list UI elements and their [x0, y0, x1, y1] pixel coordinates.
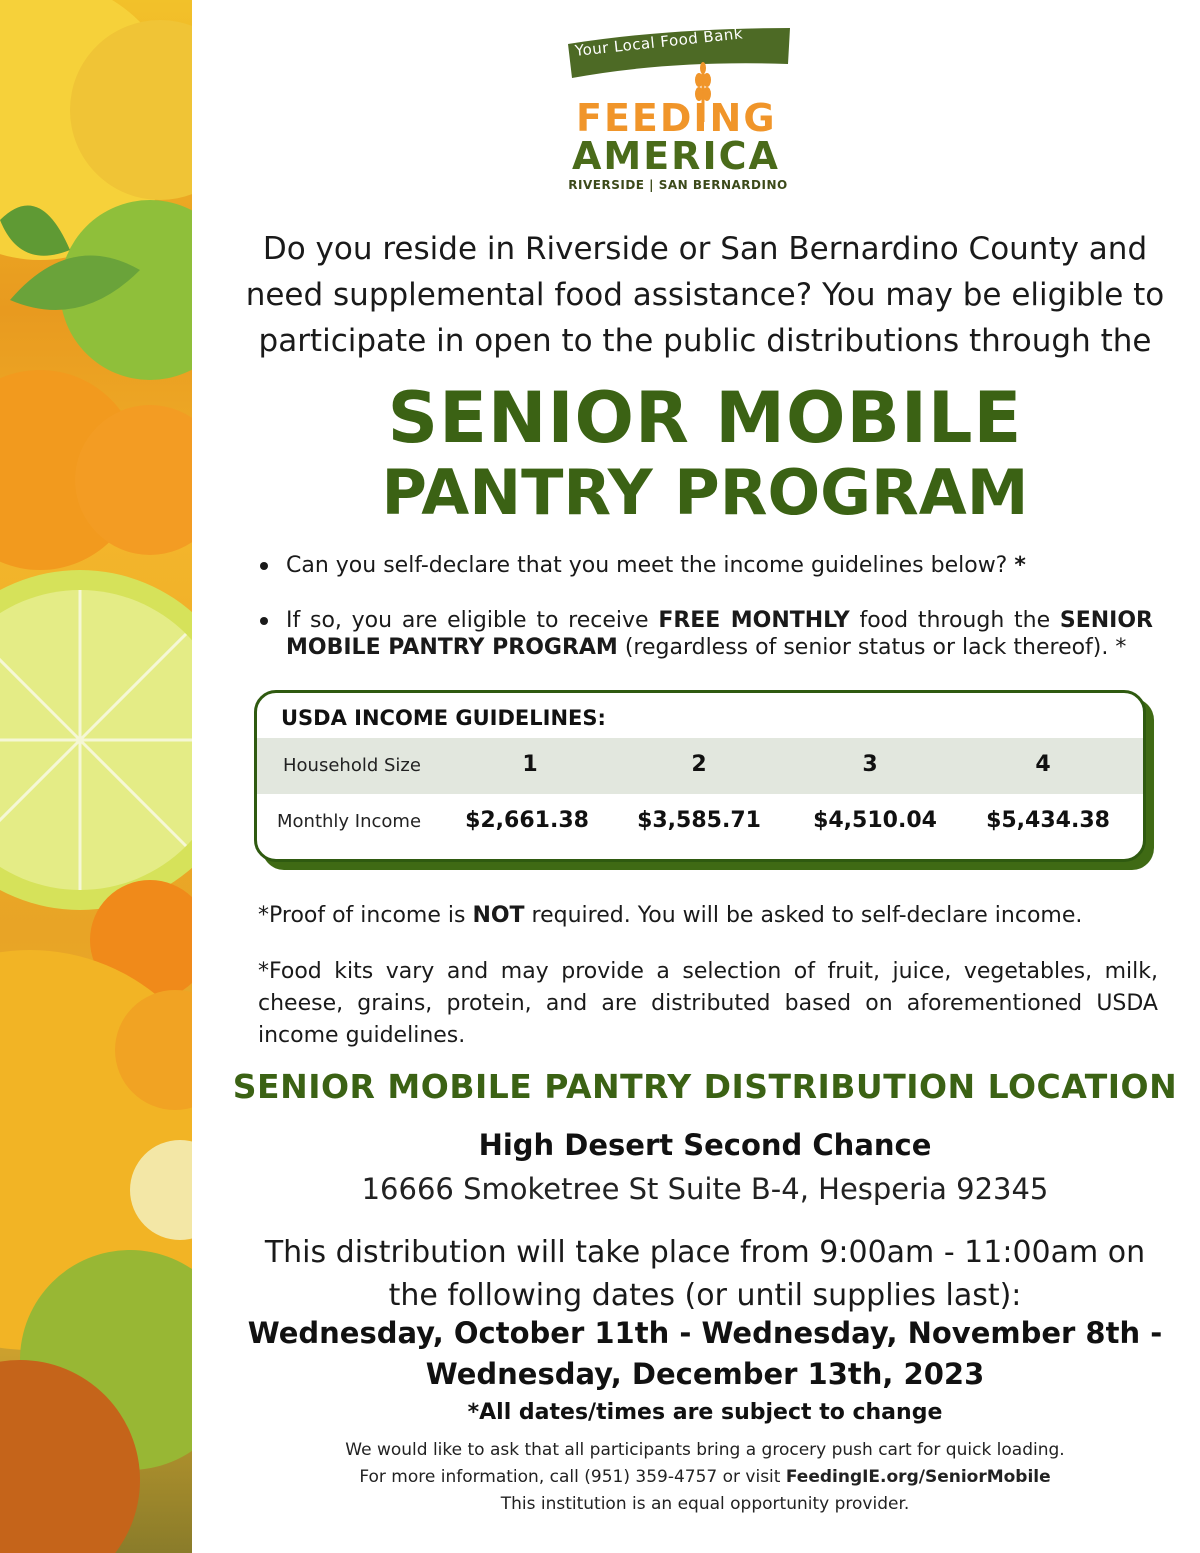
footer-equal-opportunity: This institution is an equal opportunity provider.: [500, 1494, 910, 1514]
citrus-fruit-image: [0, 0, 192, 1553]
monthly-income-cell: $5,434.38: [986, 808, 1110, 833]
monthly-income-cell: $4,510.04: [813, 808, 937, 833]
food-kits-note: *Food kits vary and may provide a selection of fruit, juice, vegetables, milk, cheese, grains, protein, and are distributed based on aforementioned USDA income guidelines.: [258, 959, 1158, 1048]
household-size-cell: 2: [691, 752, 707, 777]
location-address: 16666 Smoketree St Suite B-4, Hesperia 92345: [361, 1172, 1049, 1206]
bullet-asterisk: *: [1014, 553, 1026, 578]
bullet-text: (regardless of senior status or lack thereof). *: [617, 635, 1127, 660]
monthly-income-cell: $2,661.38: [465, 808, 589, 833]
footer-contact: [230, 1467, 1180, 1487]
intro-text: Do you reside in Riverside or San Bernardino County and need supplemental food assistance? You may be eligible to participate in open to the public distributions through the: [245, 231, 1165, 359]
footer-cart-request: We would like to ask that all participants bring a grocery push cart for quick loading.: [345, 1440, 1065, 1460]
schedule-change-note: *All dates/times are subject to change: [467, 1400, 943, 1425]
logo-tagline: Your Local Food Bank: [574, 24, 744, 60]
logo-word-america: AMERICA: [572, 134, 780, 178]
eligibility-bullets: [258, 552, 1153, 661]
bullet-self-declare: [258, 552, 1153, 579]
logo-word-feeding: FEEDING: [576, 96, 777, 140]
bullet-text: food through the: [849, 608, 1060, 633]
footer-contact-text: For more information, call (951) 359-4757 or visit: [359, 1467, 786, 1487]
table-row-household-size: [257, 738, 1143, 794]
proof-of-income-note: [258, 900, 1158, 932]
household-size-cell: 4: [1035, 752, 1051, 777]
location-heading: SENIOR MOBILE PANTRY DISTRIBUTION LOCATION: [232, 1067, 1178, 1106]
bullet-text: Can you self-declare that you meet the income guidelines below?: [286, 553, 1015, 578]
bullet-bold-program: SENIOR MOBILE PANTRY PROGRAM: [286, 608, 1153, 660]
program-title-line2: PANTRY PROGRAM: [381, 456, 1029, 529]
citrus-illustration: [0, 0, 192, 1553]
distribution-time-line2: the following dates (or until supplies last):: [388, 1278, 1022, 1313]
location-name: High Desert Second Chance: [478, 1128, 932, 1162]
bullet-bold-free-monthly: FREE MONTHLY: [658, 608, 850, 633]
bullet-text: If so, you are eligible to receive: [286, 608, 659, 633]
monthly-income-cell: $3,585.71: [637, 808, 761, 833]
footer-website-link[interactable]: FeedingIE.org/SeniorMobile: [785, 1467, 1051, 1487]
note-bold-not: NOT: [472, 903, 525, 928]
income-table-title: USDA INCOME GUIDELINES:: [281, 706, 606, 730]
program-title-line1: SENIOR MOBILE: [387, 377, 1023, 459]
table-row-monthly-income: [257, 794, 1143, 850]
distribution-dates-line2: Wednesday, December 13th, 2023: [425, 1357, 985, 1391]
household-size-cell: 1: [522, 752, 538, 777]
household-size-label: Household Size: [283, 755, 421, 776]
distribution-dates-line1: Wednesday, October 11th - Wednesday, November 8th -: [247, 1316, 1163, 1350]
monthly-income-label: Monthly Income: [277, 811, 422, 832]
bullet-eligible: [258, 607, 1153, 661]
note-text: *Proof of income is: [258, 903, 473, 928]
usda-income-table: [254, 690, 1146, 862]
household-size-cell: 3: [862, 752, 878, 777]
distribution-time-line1: This distribution will take place from 9:00am - 11:00am on: [264, 1235, 1146, 1270]
feeding-america-logo: [560, 26, 796, 196]
logo-region: RIVERSIDE | SAN BERNARDINO: [568, 178, 788, 192]
note-text: required. You will be asked to self-declare income.: [524, 903, 1083, 928]
